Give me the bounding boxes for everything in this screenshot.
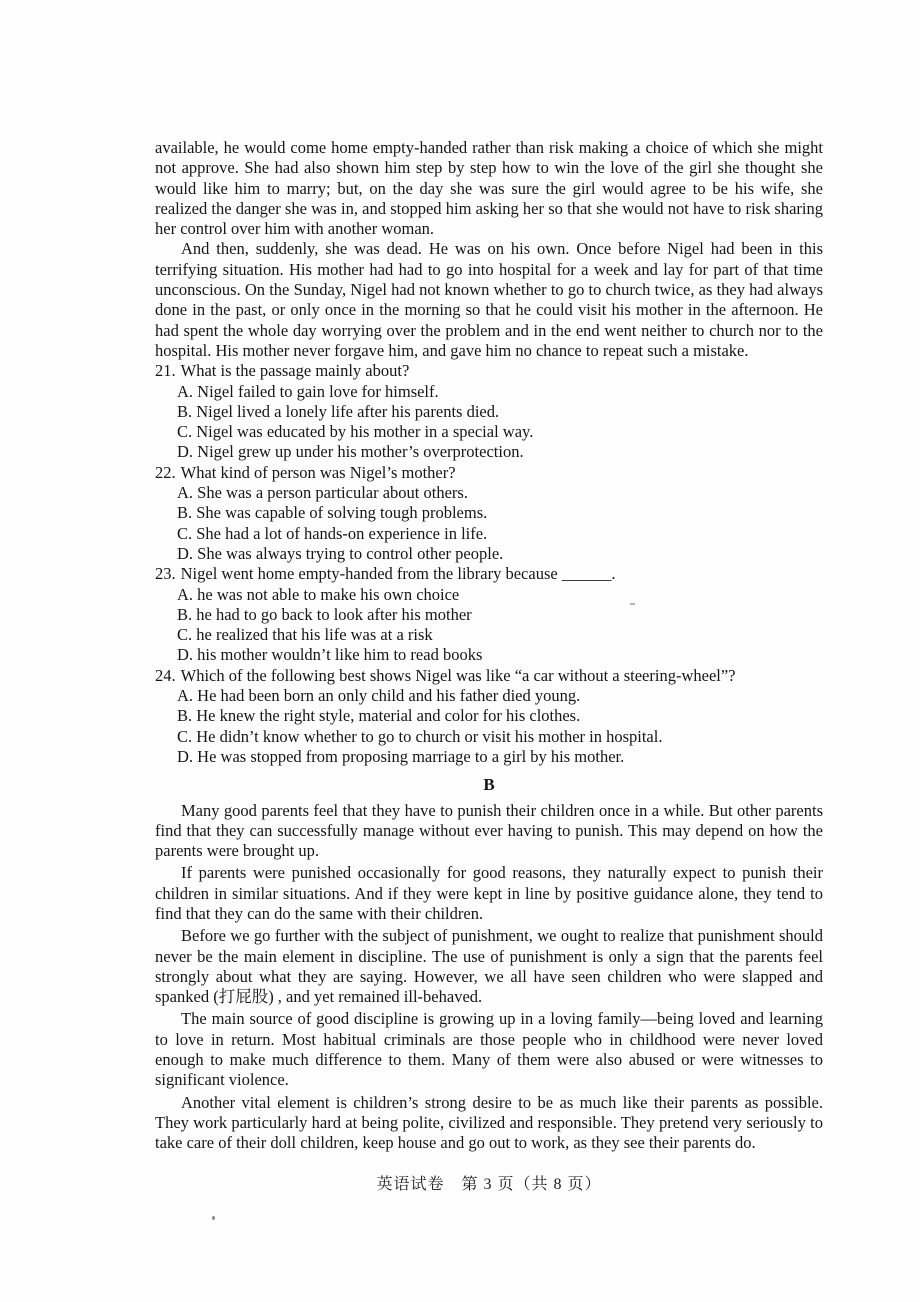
question-21-number: 21. xyxy=(155,361,176,381)
question-23-option-c: C. he realized that his life was at a risk xyxy=(177,625,433,645)
question-22-option-a: A. She was a person particular about others. xyxy=(177,483,468,503)
question-22 xyxy=(155,463,823,564)
question-22-number: 22. xyxy=(155,462,176,482)
question-21-option-d: D. Nigel grew up under his mother’s overprotection. xyxy=(177,442,524,462)
passage-b-paragraph-4: The main source of good discipline is growing up in a loving family—being loved and learning to love in return. Most habitual criminals are those people who in childhood were never loved enough to make much difference to them. Many of them were also abused or were witnesses to significant violence. xyxy=(155,1009,823,1090)
question-24-number: 24. xyxy=(155,665,176,685)
page-content xyxy=(155,138,823,1156)
question-23-number: 23. xyxy=(155,564,176,584)
question-21-option-b: B. Nigel lived a lonely life after his parents died. xyxy=(177,401,500,421)
question-21-option-c: C. Nigel was educated by his mother in a special way. xyxy=(177,422,534,442)
scan-artifact-dot xyxy=(212,1216,215,1220)
question-24-option-c: C. He didn’t know whether to go to church or visit his mother in hospital. xyxy=(177,726,663,746)
question-23-option-a: A. he was not able to make his own choice xyxy=(177,584,460,604)
question-23 xyxy=(155,564,823,665)
passage-b-paragraph-3: Before we go further with the subject of punishment, we ought to realize that punishment should never be the main element in discipline. The use of punishment is only a sign that the parents feel strongly about what they are saying. However, we all have seen children who were slapped and spanked (打屁股) , and yet remained ill-behaved. xyxy=(155,926,823,1007)
passage-a-paragraph-2: And then, suddenly, she was dead. He was on his own. Once before Nigel had been in this terrifying situation. His mother had had to go into hospital for a week and lay for part of that time unconscious. On the Sunday, Nigel had not known whether to go to church twice, as they had always done in the past, or only once in the morning so that he could visit his mother in the afternoon. He had spent the whole day worrying over the problem and in the end went neither to church nor to the hospital. His mother never forgave him, and gave him no chance to repeat such a mistake. xyxy=(155,239,823,360)
question-23-stem xyxy=(155,564,823,584)
question-21-stem xyxy=(155,361,823,381)
passage-a-paragraph-1: available, he would come home empty-handed rather than risk making a choice of which she might not approve. She had also shown him step by step how to win the love of the girl she thought she would like him to marry; but, on the day she was sure the girl would agree to be his wife, she realized the danger she was in, and stopped him asking her so that she would not have to risk sharing her control over him with another woman. xyxy=(155,138,823,239)
question-22-text: What kind of person was Nigel’s mother? xyxy=(180,462,456,482)
scan-artifact-speck xyxy=(630,603,635,605)
passage-b-paragraph-5: Another vital element is children’s strong desire to be as much like their parents as possible. They work particularly hard at being polite, civilized and responsible. They pretend very seriously to take care of their doll children, keep house and go out to work, as they see their parents do. xyxy=(155,1092,823,1153)
question-23-text: Nigel went home empty-handed from the library because ______. xyxy=(180,564,616,584)
question-24-text: Which of the following best shows Nigel was like “a car without a steering-wheel”? xyxy=(180,665,736,685)
question-21 xyxy=(155,361,823,462)
question-22-option-c: C. She had a lot of hands-on experience in life. xyxy=(177,523,488,543)
question-24-option-b: B. He knew the right style, material and color for his clothes. xyxy=(177,706,581,726)
passage-b-paragraph-2: If parents were punished occasionally for good reasons, they naturally expect to punish their children in similar situations. And if they were kept in line by positive guidance alone, they tend to find that they can do the same with their children. xyxy=(155,863,823,923)
question-22-option-b: B. She was capable of solving tough problems. xyxy=(177,503,488,523)
question-23-option-d: D. his mother wouldn’t like him to read books xyxy=(177,645,483,665)
question-24-option-a: A. He had been born an only child and his father died young. xyxy=(177,686,581,706)
question-23-option-b: B. he had to go back to look after his mother xyxy=(177,604,472,624)
passage-b-heading: B xyxy=(483,775,495,795)
question-24-stem xyxy=(155,666,823,686)
question-24-option-d: D. He was stopped from proposing marriage to a girl by his mother. xyxy=(177,746,625,766)
question-24 xyxy=(155,666,823,767)
question-21-text: What is the passage mainly about? xyxy=(180,361,410,381)
question-21-option-a: A. Nigel failed to gain love for himself. xyxy=(177,381,439,401)
question-22-option-d: D. She was always trying to control other people. xyxy=(177,543,504,563)
question-22-stem xyxy=(155,463,823,483)
passage-b-paragraph-1: Many good parents feel that they have to punish their children once in a while. But other parents find that they can successfully manage without ever having to punish. This may depend on how the parents were brought up. xyxy=(155,800,823,861)
page-footer: 英语试卷 第 3 页（共 8 页） xyxy=(376,1176,602,1193)
